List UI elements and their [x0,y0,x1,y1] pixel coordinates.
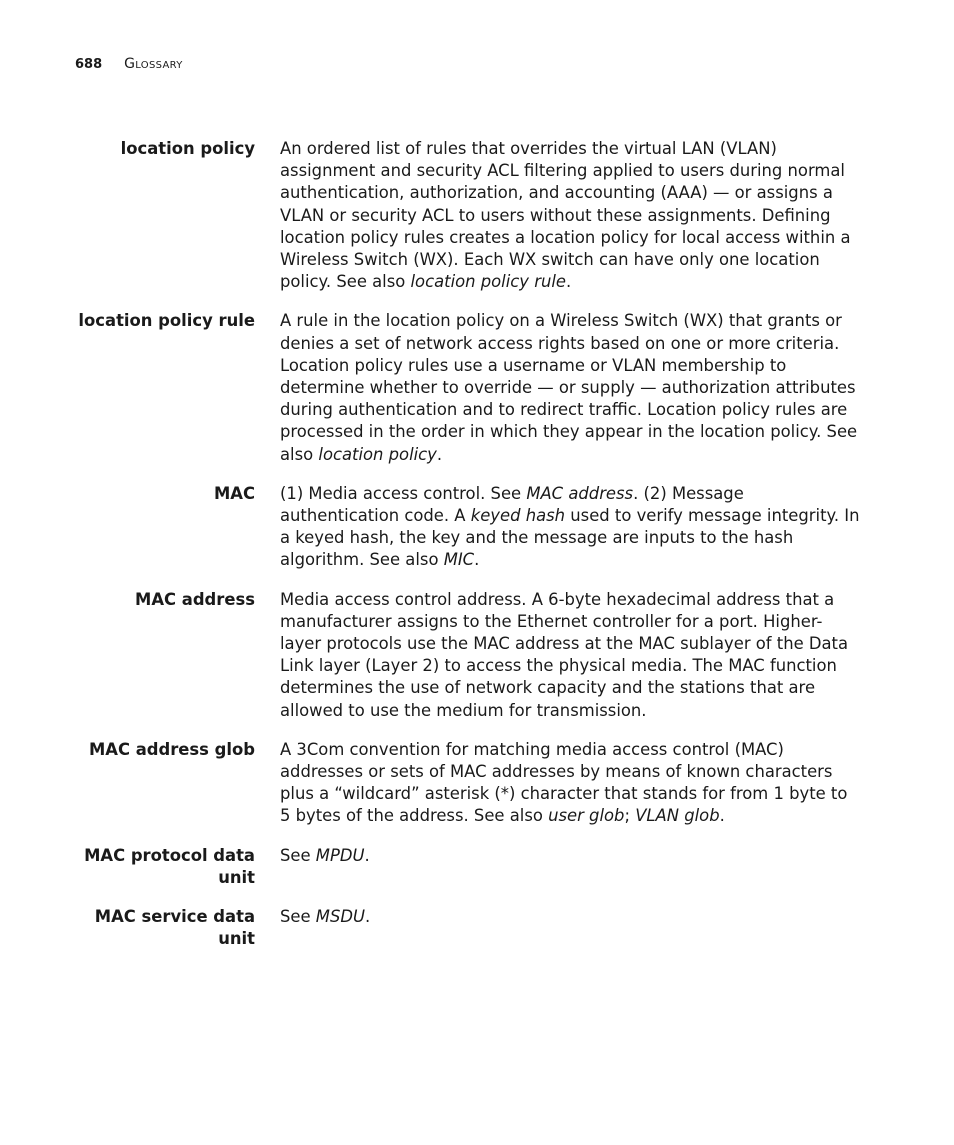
definition-text: See [280,907,316,927]
definition-text: . [474,550,480,570]
definition-text: ; [624,806,636,826]
glossary-definition [280,483,860,572]
cross-reference: MSDU [315,907,365,927]
glossary-entry [60,589,880,722]
definition-text: See [280,845,316,865]
definition-text: Media access control address. A 6-byte hexadecimal address that a manufacturer assigns to the Ethernet controller for a port. Higher-layer protocols use the MAC address at the MAC sublayer of the Data Link layer (Layer 2) to access the physical media. The MAC function determines the use of network capacity and the stations that are allowed to use the medium for transmission. [280,589,849,720]
glossary-entry [60,845,880,889]
definition-text: A rule in the location policy on a Wireless Switch (WX) that grants or denies a set of network access rights based on one or more criteria. Location policy rules use a username or VLAN membership to determine whether to override — or supply — authorization attributes during authentication and to redirect traffic. Location policy rules are processed in the order in which they appear in the location policy. See also [280,311,858,464]
cross-reference: MIC [443,550,475,570]
definition-text: A 3Com convention for matching media access control (MAC) addresses or sets of MAC addresses by means of known characters plus a “wildcard” asterisk (*) character that stands for from 1 byte to 5 bytes of the address. See also [280,739,848,826]
glossary-definition [280,589,860,722]
definition-text: . [436,444,443,464]
definition-text: . (2) Message authentication code. A [280,483,744,526]
glossary-entry [60,739,880,828]
cross-reference: keyed hash [470,506,566,526]
glossary-list [60,138,880,968]
cross-reference: location policy rule [410,272,566,292]
glossary-definition [280,310,860,465]
definition-text: . [719,806,725,826]
page-number: 688 [75,57,103,72]
glossary-term: MAC [213,483,255,503]
cross-reference: location policy [318,444,437,464]
glossary-entry [60,310,880,465]
cross-reference: user glob [548,806,625,826]
glossary-term: location policy [120,139,255,158]
definition-text: An ordered list of rules that overrides the virtual LAN (VLAN) assignment and security ACL filtering applied to users during normal authentication, authorization, and accounting (AAA) — or assigns a VLAN or security ACL to users without these assignments. Defining location policy rules creates a location policy for local access within a Wireless Switch (WX). Each WX switch can have only one location policy. See also [280,139,851,292]
glossary-term: MAC address glob [88,739,255,759]
glossary-definition [280,739,860,828]
definition-text: used to verify message integrity. In a keyed hash, the key and the message are inputs to the hash algorithm. See also [280,506,860,570]
glossary-definition [280,138,860,293]
glossary-term: MAC protocol data unit [84,845,255,887]
glossary-entry [60,483,880,572]
glossary-entry [60,138,880,293]
running-head [75,55,183,74]
section-title: Glossary [124,56,183,72]
definition-text: . [364,845,370,865]
cross-reference: MAC address [526,483,634,503]
definition-text: . [364,907,371,927]
glossary-term: MAC service data unit [94,907,255,949]
glossary-entry [60,906,880,950]
glossary-term: location policy rule [78,311,255,331]
glossary-definition [280,845,860,889]
glossary-definition [280,906,860,950]
definition-text: . [565,272,572,292]
cross-reference: MPDU [315,845,365,865]
glossary-term: MAC address [135,589,255,609]
definition-text: (1) Media access control. See [280,483,527,503]
cross-reference: VLAN glob [635,806,720,826]
